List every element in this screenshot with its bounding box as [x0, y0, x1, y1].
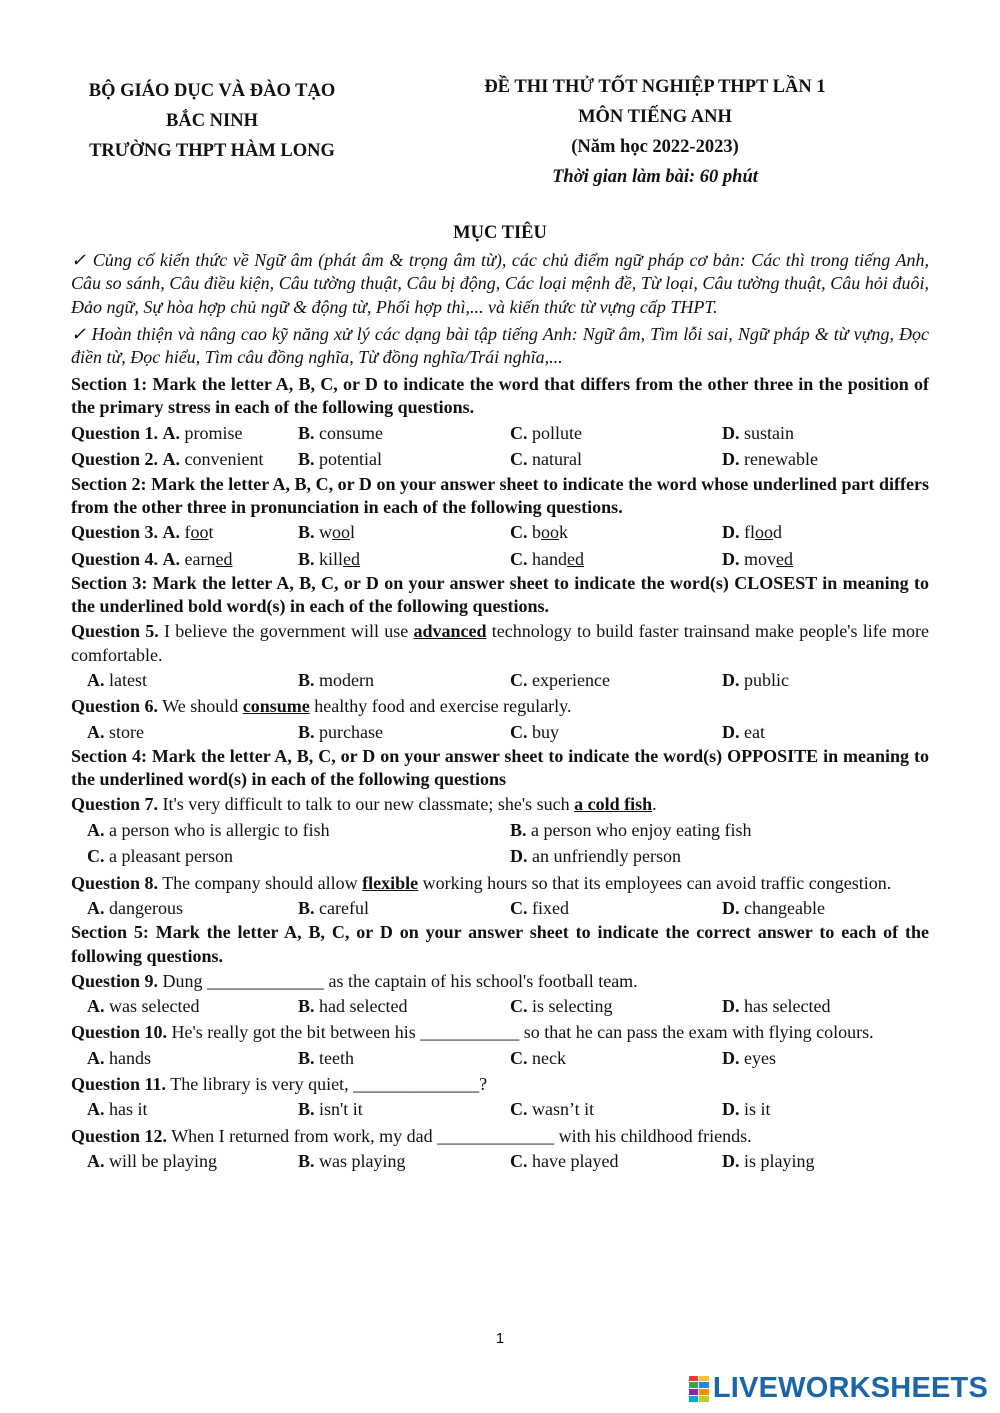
option-a[interactable]: was selected: [109, 995, 200, 1016]
option-d[interactable]: eyes: [744, 1047, 776, 1068]
section-2-instructions: Section 2: Mark the letter A, B, C, or D on your answer sheet to indicate the word whose underlined part differs from the other three in pronunciation in each of the following questions.: [71, 473, 929, 517]
brand-name: LIVEWORKSHEETS: [712, 1372, 988, 1404]
objectives-title: MỤC TIÊU: [453, 223, 547, 243]
option-d[interactable]: flood: [744, 522, 782, 543]
option-d[interactable]: is it: [744, 1099, 771, 1120]
option-b[interactable]: was playing: [319, 1151, 406, 1172]
option-a[interactable]: latest: [109, 669, 147, 690]
question-7-options-ab: A. a person who is allergic to fish B. a person who enjoy eating fish: [87, 819, 752, 840]
objective-item: ✓ Hoàn thiện và nâng cao kỹ năng xử lý các dạng bài tập tiếng Anh: Ngữ âm, Tìm lỗi sai, Ngữ pháp & từ vựng, Đọc điền từ, Đọc hiểu, Tìm câu đồng nghĩa, Từ đồng nghĩa/Trái nghĩa,...: [71, 323, 929, 368]
option-d[interactable]: public: [744, 669, 789, 690]
key-word: a cold fish: [574, 794, 653, 815]
question-7-stem: Question 7. It's very difficult to talk to our new classmate; she's such a cold fish.: [71, 794, 657, 815]
objective-item: ✓ Củng cố kiến thức về Ngữ âm (phát âm & trọng âm từ), các chủ điểm ngữ pháp cơ bản: Các thì trong tiếng Anh, Câu so sánh, Câu điều kiện, Câu tường thuật, Câu bị động, Các loại mệnh đề, Từ loại, Câu tường thuật, Câu hỏi đuôi, Đảo ngữ, Sự hòa hợp chủ ngữ & động từ, Phối hợp thì,... và kiến thức từ vựng cấp THPT.: [71, 250, 929, 317]
key-word: flexible: [362, 872, 419, 893]
option-b[interactable]: potential: [319, 449, 382, 470]
key-word: advanced: [413, 621, 487, 642]
header-left: [62, 76, 362, 166]
option-a[interactable]: promise: [184, 422, 243, 443]
question-label: Question 10.: [71, 1022, 168, 1043]
section-5-instructions: Section 5: Mark the letter A, B, C, or D on your answer sheet to indicate the correct answer to each of the following questions.: [71, 922, 929, 966]
option-a[interactable]: has it: [109, 1099, 148, 1120]
question-3: Question 3. A. foot B. wool C. book D. flood: [71, 522, 782, 543]
option-d[interactable]: has selected: [744, 995, 831, 1016]
section-1-instructions: Section 1: Mark the letter A, B, C, or D to indicate the word that differs from the other three in the position of the primary stress in each of the following questions.: [71, 374, 929, 418]
option-a[interactable]: dangerous: [109, 897, 183, 918]
option-b[interactable]: had selected: [319, 995, 408, 1016]
option-d[interactable]: changeable: [744, 897, 825, 918]
question-11-options: A. has it B. isn't it C. wasn’t it D. is it: [87, 1099, 771, 1120]
header-right: [470, 72, 840, 192]
exam-duration: Thời gian làm bài: 60 phút: [552, 167, 758, 187]
option-b[interactable]: isn't it: [319, 1099, 363, 1120]
option-c[interactable]: pollute: [532, 422, 582, 443]
province-name: BẮC NINH: [166, 111, 258, 131]
option-b[interactable]: wool: [319, 522, 356, 543]
option-a[interactable]: a person who is allergic to fish: [109, 819, 330, 840]
worksheet-content: [71, 222, 929, 1175]
question-label: Question 11.: [71, 1074, 167, 1095]
question-label: Question 6.: [71, 696, 159, 717]
option-c[interactable]: is selecting: [532, 995, 613, 1016]
exam-subject: MÔN TIẾNG ANH: [578, 107, 732, 127]
option-c[interactable]: fixed: [532, 897, 569, 918]
question-label: Question 1.: [71, 422, 159, 443]
option-b[interactable]: purchase: [319, 721, 383, 742]
question-8-options: A. dangerous B. careful C. fixed D. changeable: [87, 897, 825, 918]
liveworksheets-logo: [689, 1372, 988, 1405]
page-number: 1: [495, 1330, 505, 1347]
option-a[interactable]: foot: [184, 522, 214, 543]
option-d[interactable]: moved: [744, 548, 794, 569]
question-12-stem: Question 12. When I returned from work, my dad _____________ with his childhood friends.: [71, 1125, 752, 1146]
question-label: Question 2.: [71, 449, 159, 470]
school-year: (Năm học 2022-2023): [571, 137, 739, 157]
liveworksheets-icon: [689, 1376, 709, 1402]
option-a[interactable]: convenient: [184, 449, 264, 470]
option-c[interactable]: neck: [532, 1047, 566, 1068]
option-b[interactable]: consume: [319, 422, 383, 443]
option-c[interactable]: a pleasant person: [109, 846, 233, 867]
option-c[interactable]: handed: [532, 548, 584, 569]
question-12-options: A. will be playing B. was playing C. have played D. is playing: [87, 1151, 815, 1172]
question-6-options: A. store B. purchase C. buy D. eat: [87, 721, 765, 742]
question-5-stem: Question 5. I believe the government will use advanced technology to build faster trainsand make people's life more comfortable.: [71, 621, 929, 665]
section-4-instructions: Section 4: Mark the letter A, B, C, or D on your answer sheet to indicate the word(s) OPPOSITE in meaning to the underlined word(s) in each of the following questions: [71, 746, 929, 790]
option-a[interactable]: will be playing: [109, 1151, 217, 1172]
question-7-options-cd: C. a pleasant person D. an unfriendly person: [87, 846, 681, 867]
question-9-stem: Question 9. Dung _____________ as the captain of his school's football team.: [71, 970, 638, 991]
option-b[interactable]: killed: [319, 548, 361, 569]
question-5-options: A. latest B. modern C. experience D. public: [87, 669, 789, 690]
exam-title: ĐỀ THI THỬ TỐT NGHIỆP THPT LẦN 1: [484, 77, 826, 97]
option-c[interactable]: wasn’t it: [532, 1099, 595, 1120]
option-d[interactable]: sustain: [744, 422, 795, 443]
question-1: Question 1. A. promise B. consume C. pollute D. sustain: [71, 422, 795, 443]
option-b[interactable]: a person who enjoy eating fish: [531, 819, 752, 840]
question-label: Question 9.: [71, 970, 159, 991]
option-a[interactable]: hands: [109, 1047, 151, 1068]
option-d[interactable]: an unfriendly person: [532, 846, 681, 867]
question-label: Question 7.: [71, 794, 159, 815]
question-label: Question 4.: [71, 548, 159, 569]
key-word: consume: [242, 696, 310, 717]
option-a[interactable]: store: [109, 721, 144, 742]
question-2: Question 2. A. convenient B. potential C. natural D. renewable: [71, 449, 818, 470]
option-d[interactable]: renewable: [744, 449, 818, 470]
question-label: Question 5.: [71, 621, 159, 642]
section-3-instructions: Section 3: Mark the letter A, B, C, or D on your answer sheet to indicate the word(s) CLOSEST in meaning to the underlined bold word(s) in each of the following questions.: [71, 573, 929, 617]
option-c[interactable]: buy: [532, 721, 559, 742]
option-c[interactable]: have played: [532, 1151, 619, 1172]
question-4: Question 4. A. earned B. killed C. handed D. moved: [71, 548, 794, 569]
question-6-stem: Question 6. We should consume healthy food and exercise regularly.: [71, 696, 572, 717]
ministry-name: BỘ GIÁO DỤC VÀ ĐÀO TẠO: [88, 81, 336, 101]
question-label: Question 12.: [71, 1125, 168, 1146]
school-name: TRƯỜNG THPT HÀM LONG: [89, 141, 335, 161]
option-b[interactable]: modern: [319, 669, 374, 690]
question-label: Question 8.: [71, 872, 159, 893]
question-8-stem: Question 8. The company should allow flexible working hours so that its employees can avoid traffic congestion.: [71, 872, 892, 893]
option-a[interactable]: earned: [184, 548, 233, 569]
question-11-stem: Question 11. The library is very quiet, ______________?: [71, 1074, 488, 1095]
option-d[interactable]: eat: [744, 721, 765, 742]
option-c[interactable]: natural: [532, 449, 582, 470]
option-b[interactable]: careful: [319, 897, 369, 918]
option-d[interactable]: is playing: [744, 1151, 815, 1172]
option-c[interactable]: experience: [532, 669, 610, 690]
question-10-options: A. hands B. teeth C. neck D. eyes: [87, 1047, 776, 1068]
question-9-options: A. was selected B. had selected C. is selecting D. has selected: [87, 995, 831, 1016]
question-10-stem: Question 10. He's really got the bit between his ___________ so that he can pass the exam with flying colours.: [71, 1022, 874, 1043]
option-c[interactable]: book: [532, 522, 568, 543]
option-b[interactable]: teeth: [319, 1047, 354, 1068]
question-label: Question 3.: [71, 522, 159, 543]
